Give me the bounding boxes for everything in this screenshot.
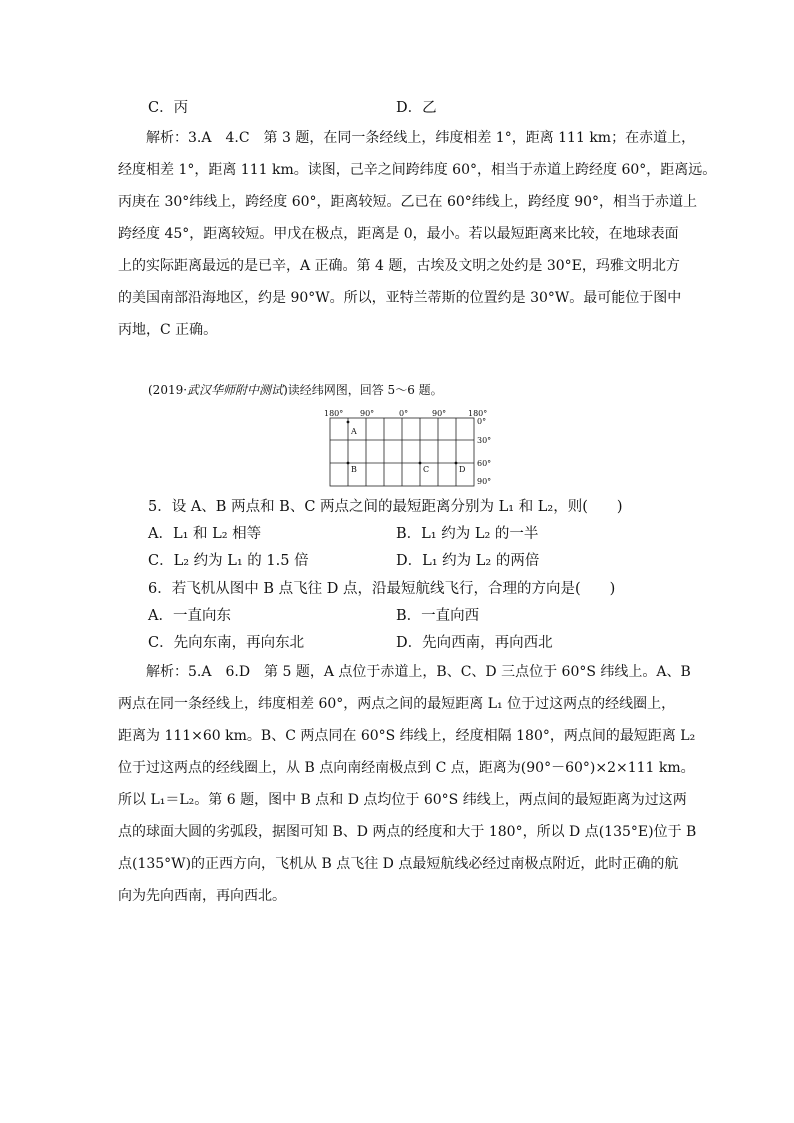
point-d-marker — [455, 462, 458, 465]
point-c-label: C — [423, 465, 430, 474]
point-a-label: A — [351, 427, 357, 436]
explanation-line: 解析：5.A 6.D 第 5 题，A 点位于赤道上，B、C、D 三点位于 60°S 纬线上。A、B — [146, 664, 691, 680]
map-top-label: 180° — [324, 410, 344, 418]
explanation-line: 丙地，C 正确。 — [118, 322, 218, 338]
source-school: 武汉华师附中测试 — [187, 383, 284, 397]
options-row-q6-2 — [148, 631, 668, 652]
explanation-line: 两点在同一条经线上，纬度相差 60°，两点之间的最短距离 L₁ 位于过这两点的经线圈上， — [118, 696, 676, 712]
explanation-line: 上的实际距离最远的是已辛，A 正确。第 4 题，古埃及文明之处约是 30°E，玛雅文明北方 — [118, 258, 680, 274]
map-top-label: 90° — [360, 410, 375, 418]
options-row-q5-2 — [148, 549, 668, 570]
option-a: A．一直向东 — [148, 608, 231, 624]
option-c: C．丙 — [148, 100, 189, 116]
map-right-label: 30° — [477, 436, 492, 445]
explanation-line: 向为先向西南，再向西北。 — [118, 888, 286, 904]
question-6: 6．若飞机从图中 B 点飞往 D 点，沿最短航线飞行，合理的方向是( ) — [148, 581, 616, 597]
point-a-marker — [347, 421, 350, 424]
option-b: B．一直向西 — [396, 608, 480, 624]
option-c: C．先向东南，再向东北 — [148, 635, 305, 651]
explanation-line: 所以 L₁＝L₂。第 6 题，图中 B 点和 D 点均位于 60°S 纬线上，两点间的最短距离为过这两 — [118, 792, 687, 808]
map-top-label: 0° — [399, 410, 409, 418]
explanation-line: 丙庚在 30°纬线上，跨经度 60°，距离较短。乙已在 60°纬线上，跨经度 90°，相当于赤道上 — [118, 194, 698, 210]
point-d-label: D — [459, 465, 466, 474]
options-row-q5-1 — [148, 522, 668, 543]
option-c: C．L₂ 约为 L₁ 的 1.5 倍 — [148, 553, 309, 569]
map-top-label: 180° — [468, 410, 488, 418]
explanation-line: 位于过这两点的经线圈上，从 B 点向南经南极点到 C 点，距离为(90°－60°)×2×111 km。 — [118, 760, 695, 776]
map-top-label: 90° — [432, 410, 447, 418]
map-right-label: 60° — [477, 459, 492, 468]
point-b-label: B — [351, 465, 357, 474]
options-row-q3 — [148, 96, 668, 117]
point-c-marker — [419, 462, 422, 465]
explanation-line: 的美国南部沿海地区，约是 90°W。所以，亚特兰蒂斯的位置约是 30°W。最可能位于图中 — [118, 290, 682, 306]
option-b: B．L₁ 约为 L₂ 的一半 — [396, 526, 539, 542]
explanation-3-4 — [118, 122, 717, 346]
question-source — [148, 381, 443, 398]
explanation-line: 点(135°W)的正西方向，飞机从 B 点飞往 D 点最短航线必经过南极点附近，此时正确的航 — [118, 856, 679, 872]
question-5: 5．设 A、B 两点和 B、C 两点之间的最短距离分别为 L₁ 和 L₂，则( ) — [148, 499, 623, 515]
explanation-line: 距离为 111×60 km。B、C 两点同在 60°S 纬线上，经度相隔 180°，两点间的最短距离 L₂ — [118, 728, 696, 744]
explanation-line: 跨经度 45°，距离较短。甲戊在极点，距离是 0，最小。若以最短距离来比较，在地球表面 — [118, 226, 679, 242]
lat-long-grid-map — [320, 410, 500, 488]
explanation-5-6 — [118, 656, 697, 912]
option-d: D．乙 — [396, 100, 437, 116]
source-prefix: (2019· — [148, 383, 188, 397]
map-right-label: 90° — [477, 477, 492, 486]
explanation-line: 点的球面大圆的劣弧段，据图可知 B、D 两点的经度和大于 180°，所以 D 点(135°E)位于 B — [118, 824, 697, 840]
explanation-line: 经度相差 1°，距离 111 km。读图，己辛之间跨纬度 60°，相当于赤道上跨经度 60°，距离远。 — [118, 162, 717, 178]
option-d: D．先向西南，再向西北 — [396, 635, 553, 651]
option-d: D．L₁ 约为 L₂ 的两倍 — [396, 553, 540, 569]
map-right-label: 0° — [477, 417, 487, 426]
point-b-marker — [347, 462, 350, 465]
source-suffix: )读经纬网图，回答 5～6 题。 — [283, 383, 443, 397]
option-a: A．L₁ 和 L₂ 相等 — [148, 526, 262, 542]
explanation-line: 解析：3.A 4.C 第 3 题，在同一条经线上，纬度相差 1°，距离 111 km；在赤道上， — [146, 130, 696, 146]
options-row-q6-1 — [148, 604, 668, 625]
